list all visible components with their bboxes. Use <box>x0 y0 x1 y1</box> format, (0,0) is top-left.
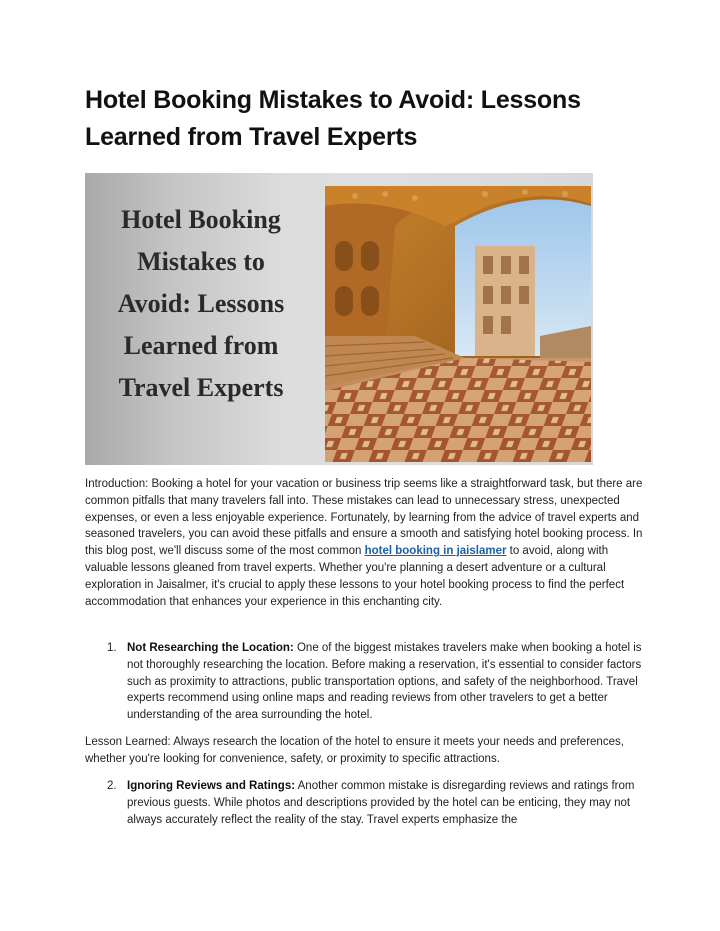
list-item-heading: Ignoring Reviews and Ratings: <box>127 780 296 792</box>
banner-title-line: Learned from <box>123 331 279 360</box>
list-number: 2. <box>107 780 117 792</box>
banner-title <box>85 199 317 409</box>
palace-courtyard-photo <box>325 186 591 462</box>
list-item-body <box>127 778 642 828</box>
hotel-booking-link[interactable]: hotel booking in jaislamer <box>364 545 507 558</box>
list-item-body <box>127 640 642 724</box>
list-item-heading: Not Researching the Location: <box>127 642 294 654</box>
intro-paragraph <box>85 476 645 610</box>
banner-title-line: Travel Experts <box>118 373 284 402</box>
hero-banner <box>85 173 593 465</box>
banner-title-line: Hotel Booking <box>121 205 281 234</box>
page-title: Hotel Booking Mistakes to Avoid: Lessons Learned from Travel Experts <box>85 86 581 151</box>
banner-title-line: Mistakes to <box>137 247 265 276</box>
banner-title-line: Avoid: Lessons <box>117 289 285 318</box>
intro-text: Introduction: Booking a hotel for your vacation or business trip seems like a straightforward task, but there are common pitfalls that many travelers fall into. These mistakes can lead to unnecessary stress, unexpected expenses, or even a less enjoyable experience. Fortunately, by learning from the advice of travel experts and seasoned travelers, you can avoid these pitfalls and ensure a smooth and satisfying hotel booking process. In this blog post, we'll discuss some of the most common <box>85 478 643 558</box>
list-number: 1. <box>107 642 117 654</box>
intro-text-continued: to avoid, along with valuable lessons gleaned from travel experts. Whether you're planning a desert adventure or a cultural exploration in Jaisalmer, it's crucial to apply these lessons to your hotel booking process to find the perfect accommodation that enhances your experience in this enchanting city. <box>85 545 625 608</box>
lesson-learned-paragraph: Lesson Learned: Always research the location of the hotel to ensure it meets your needs and preferences, whether you're looking for convenience, safety, or proximity to specific attractions. <box>85 736 624 765</box>
list-item-text: Another common mistake is disregarding reviews and ratings from previous guests. While photos and descriptions provided by the hotel can be enticing, they may not always accurately reflect the reality of the stay. Travel experts emphasize the <box>127 780 635 826</box>
list-item-text: One of the biggest mistakes travelers make when booking a hotel is not thoroughly researching the location. Before making a reservation, it's essential to consider factors such as proximity to attractions, public transportation options, and safety of the neighborhood. Travel experts recommend using online maps and reading reviews from other travelers to get a better understanding of the area surrounding the hotel. <box>127 642 642 722</box>
